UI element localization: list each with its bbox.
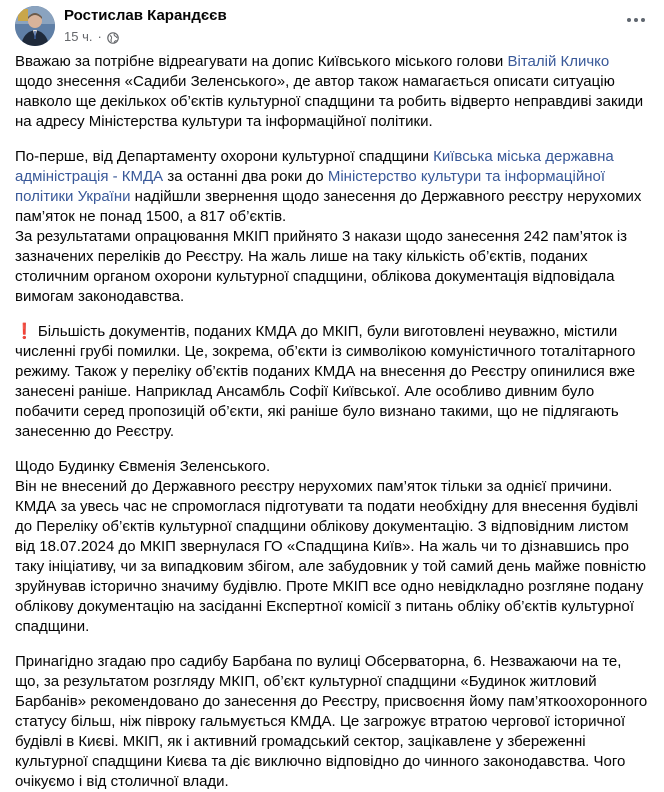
paragraph-4 <box>15 322 650 442</box>
post-time[interactable]: 15 ч. <box>64 29 93 44</box>
post-header <box>15 0 650 52</box>
paragraph-text: щодо знесення «Садиби Зеленського», де автор також намагається описати ситуацію навколо ще декількох об’єктів культурної спадщини та робить відверто неправдиві закиди на адресу Міністерства культури та інформаційної політики. <box>15 73 644 130</box>
separator-dot: · <box>97 29 102 44</box>
paragraph-5-heading: Щодо Будинку Євменія Зеленського. <box>15 458 271 475</box>
more-options-icon[interactable] <box>622 10 650 30</box>
mention-vitaliy-klychko[interactable]: Віталій Кличко <box>507 53 610 70</box>
paragraph-3: За результатами опрацювання МКІП прийнято 3 накази щодо занесення 242 пам’яток із зазначених переліків до Реєстру. На жаль лише на таку кількість об’єктів, поданих столичним органом охорони культурної спадщини, облікова документація відповідала вимогам законодавства. <box>15 228 628 305</box>
paragraph-5: Він не внесений до Державного реєстру нерухомих пам’яток тільки за однієї причини. КМДА за увесь час не спромоглася підготувати та подати необхідну для внесення будівлі до Переліку об’єктів культурної спадщини облікову документацію. З відповідним листом від 18.07.2024 до МКІП звернулася ГО «Спадщина Київ». На жаль чи то дізнавшись про таку ініціативу, чи за випадковим збігом, але забудовник у той самий день майже повністю зруйнував історично значиму будівлю. Проте МКІП все одно невідкладно розгляне подану облікову документацію на засіданні Експертної комісії з питань обліку об’єктів культурної спадщини. <box>15 478 647 635</box>
avatar[interactable] <box>15 6 55 46</box>
paragraph-text: По-перше, від Департаменту охорони культурної спадщини <box>15 148 434 165</box>
post-body <box>15 52 650 792</box>
paragraph-text: Більшість документів, поданих КМДА до МКІП, були виготовлені неуважно, містили численні грубі помилки. Це, зокрема, об’єкти із символікою комуністичного тоталітарного режиму. Також у переліку об’єктів поданих КМДА на внесення до Реєстру опинилися вже занесені раніше. Наприклад Ансамбль Софії Київської. Але особливо дивним було побачити серед пропозицій об’єкти, які раніше було визнано такими, що не підлягають занесенню до Реєстру. <box>15 323 636 440</box>
post-subline <box>64 28 227 45</box>
paragraph-6: Принагідно згадаю про садибу Барбана по вулиці Обсерваторна, 6. Незважаючи на те, що, за результатом розгляду МКІП, об’єкт культурної спадщини «Будинок житловий Барбанів» рекомендовано до занесення до Реєстру, присвоєння йому пам’яткоохоронного статусу більш, ніж півроку гальмується КМДА. Це загрожує втратою чергової історичної будівлі в Києві. МКІП, як і активний громадський сектор, зацікавлене у збереженні культурної спадщини Києва та діє виключно відповідно до чинного законодавства. Чого очікуємо і від столичної влади. <box>15 653 648 790</box>
author-name[interactable]: Ростислав Карандєєв <box>64 7 227 24</box>
paragraph-text: надійшли звернення щодо занесення до Державного реєстру нерухомих пам’яток не понад 1500, а 817 об’єктів. <box>15 188 642 225</box>
mention-kmda[interactable]: Київська міська державна адміністрація - КМДА <box>15 148 614 185</box>
paragraph-1 <box>15 52 650 132</box>
paragraph-2 <box>15 147 650 227</box>
exclamation-icon: ❗ <box>15 323 34 340</box>
mention-ministry-culture[interactable]: Міністерство культури та інформаційної політики України <box>15 168 605 205</box>
globe-icon[interactable] <box>107 31 119 43</box>
avatar-image <box>15 6 55 46</box>
paragraph-text: Вважаю за потрібне відреагувати на допис Київського міського голови <box>15 53 508 70</box>
paragraph-text: за останні два роки до <box>163 168 328 185</box>
post-meta <box>64 6 227 45</box>
